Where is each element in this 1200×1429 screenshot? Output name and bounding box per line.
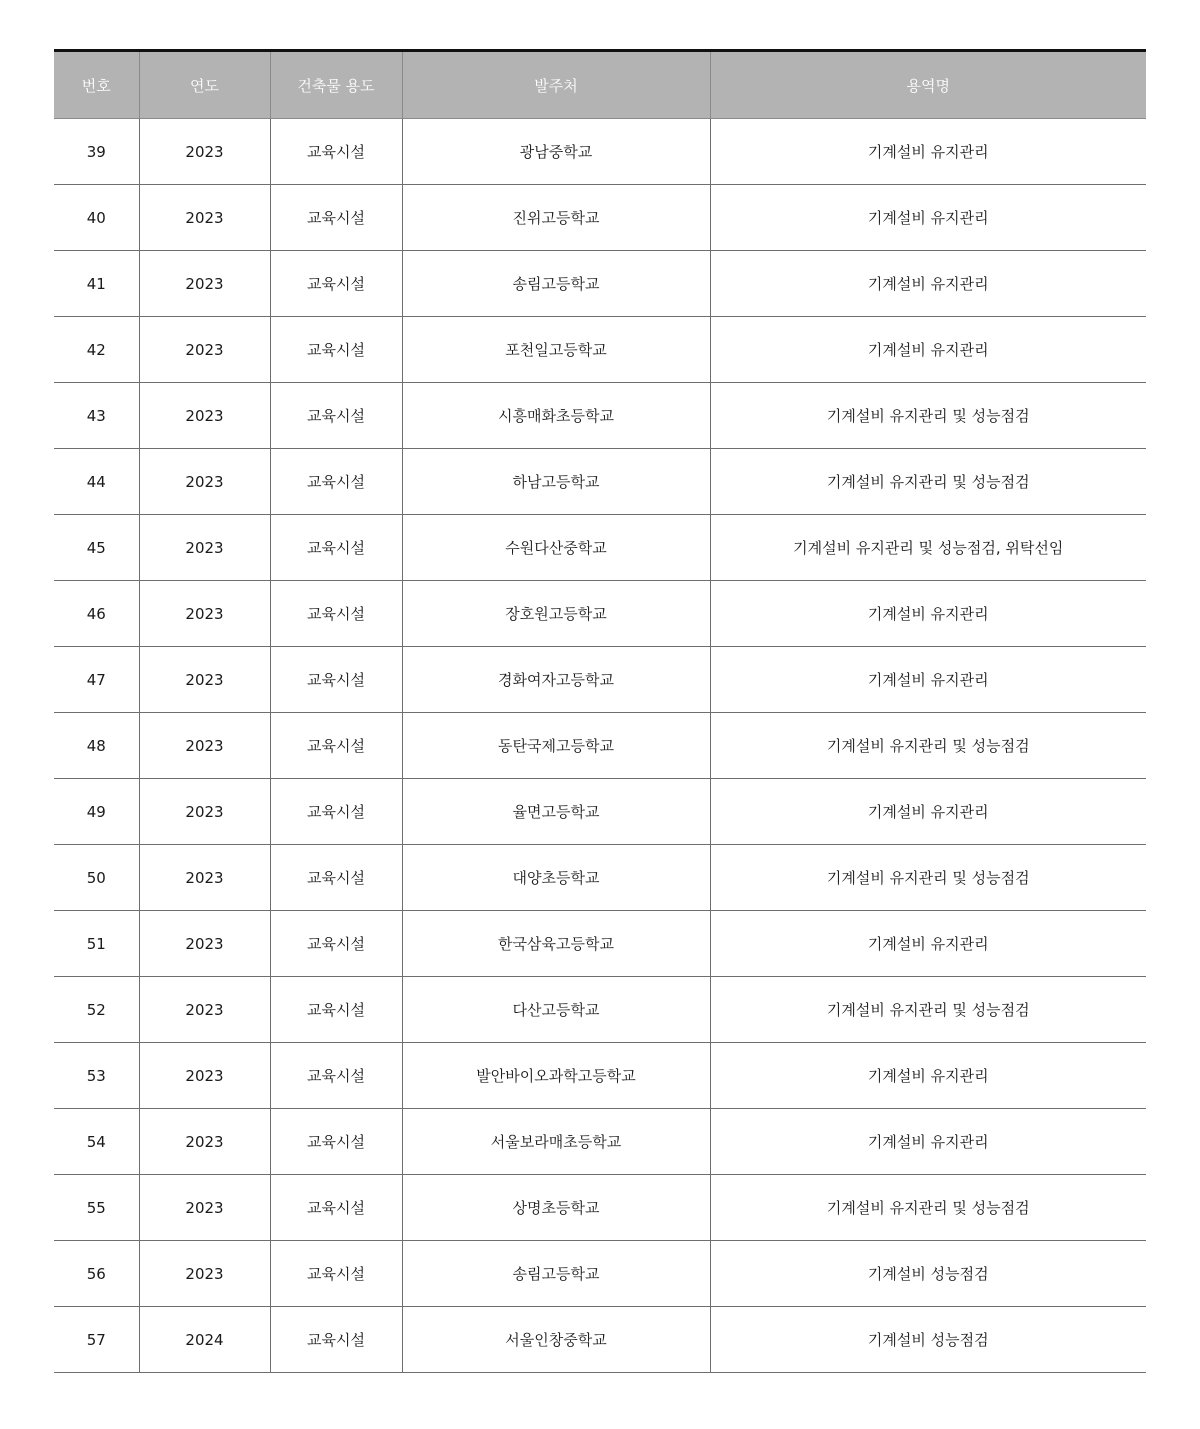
cell-client: 광남중학교 [402,119,710,185]
cell-service-name: 기계설비 유지관리 [710,581,1146,647]
table-body [54,119,1146,1373]
header-client: 발주처 [402,51,710,119]
cell-building-use: 교육시설 [270,251,402,317]
cell-year: 2023 [139,779,270,845]
cell-number: 52 [54,977,139,1043]
cell-client: 율면고등학교 [402,779,710,845]
cell-year: 2023 [139,449,270,515]
project-table-container [54,49,1146,1373]
table-row [54,1241,1146,1307]
cell-number: 57 [54,1307,139,1373]
cell-building-use: 교육시설 [270,581,402,647]
cell-service-name: 기계설비 유지관리 [710,911,1146,977]
project-history-table [54,49,1146,1373]
cell-building-use: 교육시설 [270,1175,402,1241]
cell-year: 2023 [139,317,270,383]
cell-service-name: 기계설비 유지관리 및 성능점검 [710,1175,1146,1241]
cell-building-use: 교육시설 [270,1241,402,1307]
cell-service-name: 기계설비 유지관리 [710,119,1146,185]
cell-building-use: 교육시설 [270,449,402,515]
cell-client: 서울보라매초등학교 [402,1109,710,1175]
table-row [54,383,1146,449]
cell-building-use: 교육시설 [270,1307,402,1373]
cell-client: 서울인창중학교 [402,1307,710,1373]
table-row [54,713,1146,779]
cell-building-use: 교육시설 [270,845,402,911]
table-row [54,845,1146,911]
cell-service-name: 기계설비 유지관리 [710,317,1146,383]
cell-number: 56 [54,1241,139,1307]
cell-number: 47 [54,647,139,713]
cell-year: 2023 [139,1175,270,1241]
cell-building-use: 교육시설 [270,119,402,185]
cell-number: 43 [54,383,139,449]
cell-number: 42 [54,317,139,383]
cell-building-use: 교육시설 [270,1043,402,1109]
table-row [54,449,1146,515]
cell-service-name: 기계설비 유지관리 및 성능점검 [710,449,1146,515]
table-row [54,779,1146,845]
cell-building-use: 교육시설 [270,1109,402,1175]
cell-building-use: 교육시설 [270,383,402,449]
cell-building-use: 교육시설 [270,317,402,383]
cell-service-name: 기계설비 유지관리 및 성능점검 [710,713,1146,779]
cell-client: 대양초등학교 [402,845,710,911]
table-row [54,185,1146,251]
cell-year: 2023 [139,383,270,449]
cell-client: 송림고등학교 [402,251,710,317]
cell-year: 2023 [139,977,270,1043]
cell-year: 2023 [139,911,270,977]
table-row [54,251,1146,317]
table-row [54,119,1146,185]
cell-service-name: 기계설비 성능점검 [710,1241,1146,1307]
cell-year: 2023 [139,713,270,779]
table-row [54,1043,1146,1109]
cell-number: 40 [54,185,139,251]
cell-year: 2023 [139,251,270,317]
cell-number: 46 [54,581,139,647]
cell-building-use: 교육시설 [270,647,402,713]
cell-client: 진위고등학교 [402,185,710,251]
table-row [54,317,1146,383]
cell-building-use: 교육시설 [270,185,402,251]
cell-year: 2023 [139,119,270,185]
header-row [54,51,1146,119]
cell-number: 44 [54,449,139,515]
cell-year: 2023 [139,185,270,251]
cell-year: 2023 [139,647,270,713]
cell-number: 48 [54,713,139,779]
cell-year: 2024 [139,1307,270,1373]
cell-year: 2023 [139,845,270,911]
cell-client: 상명초등학교 [402,1175,710,1241]
cell-service-name: 기계설비 성능점검 [710,1307,1146,1373]
cell-service-name: 기계설비 유지관리 [710,251,1146,317]
cell-number: 54 [54,1109,139,1175]
header-service-name: 용역명 [710,51,1146,119]
cell-service-name: 기계설비 유지관리 [710,647,1146,713]
cell-number: 53 [54,1043,139,1109]
cell-number: 49 [54,779,139,845]
cell-client: 다산고등학교 [402,977,710,1043]
cell-service-name: 기계설비 유지관리 [710,185,1146,251]
table-row [54,1109,1146,1175]
header-year: 연도 [139,51,270,119]
cell-client: 한국삼육고등학교 [402,911,710,977]
cell-building-use: 교육시설 [270,977,402,1043]
cell-building-use: 교육시설 [270,779,402,845]
cell-service-name: 기계설비 유지관리 및 성능점검 [710,977,1146,1043]
cell-building-use: 교육시설 [270,713,402,779]
cell-year: 2023 [139,515,270,581]
cell-client: 송림고등학교 [402,1241,710,1307]
cell-year: 2023 [139,1043,270,1109]
cell-number: 45 [54,515,139,581]
table-header [54,51,1146,119]
cell-number: 55 [54,1175,139,1241]
cell-service-name: 기계설비 유지관리 및 성능점검 [710,383,1146,449]
header-building-use: 건축물 용도 [270,51,402,119]
cell-client: 장호원고등학교 [402,581,710,647]
cell-building-use: 교육시설 [270,911,402,977]
cell-building-use: 교육시설 [270,515,402,581]
cell-number: 50 [54,845,139,911]
cell-service-name: 기계설비 유지관리 및 성능점검 [710,845,1146,911]
table-row [54,977,1146,1043]
table-row [54,647,1146,713]
cell-client: 포천일고등학교 [402,317,710,383]
cell-client: 동탄국제고등학교 [402,713,710,779]
cell-year: 2023 [139,581,270,647]
cell-service-name: 기계설비 유지관리 및 성능점검, 위탁선임 [710,515,1146,581]
cell-client: 경화여자고등학교 [402,647,710,713]
cell-number: 39 [54,119,139,185]
table-row [54,515,1146,581]
cell-service-name: 기계설비 유지관리 [710,779,1146,845]
cell-number: 41 [54,251,139,317]
table-row [54,1175,1146,1241]
cell-client: 수원다산중학교 [402,515,710,581]
cell-service-name: 기계설비 유지관리 [710,1109,1146,1175]
table-row [54,911,1146,977]
table-row [54,581,1146,647]
cell-client: 발안바이오과학고등학교 [402,1043,710,1109]
table-row [54,1307,1146,1373]
cell-year: 2023 [139,1109,270,1175]
cell-service-name: 기계설비 유지관리 [710,1043,1146,1109]
header-number: 번호 [54,51,139,119]
cell-client: 시흥매화초등학교 [402,383,710,449]
cell-number: 51 [54,911,139,977]
cell-year: 2023 [139,1241,270,1307]
cell-client: 하남고등학교 [402,449,710,515]
